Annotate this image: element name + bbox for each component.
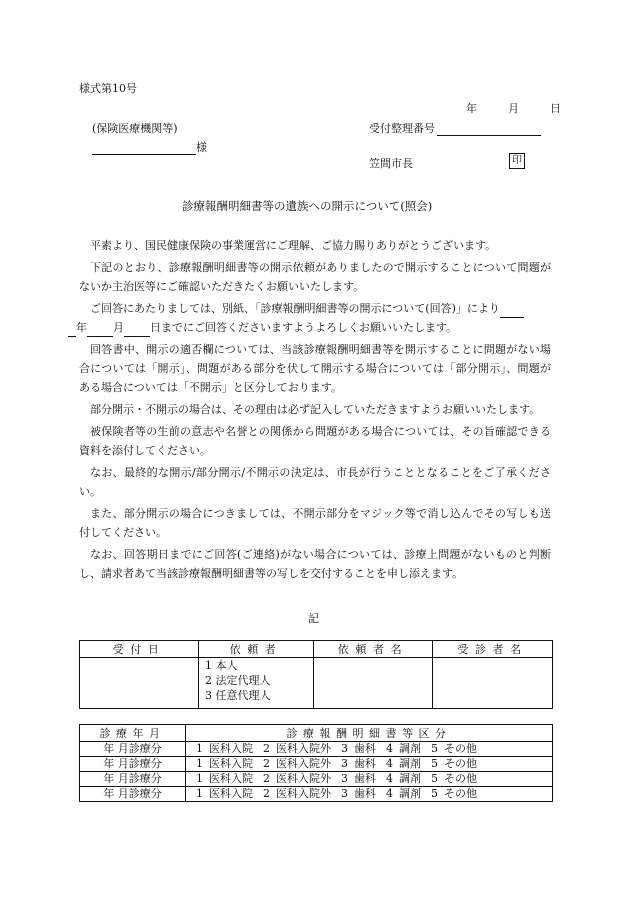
- date-year-label: 年: [466, 102, 477, 115]
- form-number: 様式第10号: [79, 82, 137, 95]
- category-option[interactable]: 4 調剤: [386, 757, 421, 770]
- ki-heading: 記: [308, 612, 319, 625]
- claim-category-options[interactable]: [186, 742, 553, 757]
- category-option[interactable]: 5 その他: [431, 757, 477, 770]
- paragraph-deadline: ご回答にあたりましては、別紙、「診療報酬明細書等の開示について(回答)」により 年 月 日までにご回答くださいますようよろしくお願いいたします。: [79, 299, 551, 337]
- paragraph-greeting: 平素より、国民健康保険の事業運営にご理解、ご協力賜りありがとうございます。: [90, 239, 497, 252]
- requester-option[interactable]: 2 法定代理人: [205, 674, 271, 687]
- addressee: [92, 139, 207, 155]
- category-option[interactable]: 4 調剤: [386, 742, 421, 755]
- date-day-label: 日: [550, 102, 561, 115]
- document-title: 診療報酬明細書等の遺族への開示について(照会): [182, 199, 433, 213]
- header-received-date: 受付日: [80, 641, 199, 658]
- sender-mayor: 笠間市長: [369, 157, 413, 170]
- category-option[interactable]: 2 医科入院外: [263, 772, 331, 785]
- paragraph-request: 下記のとおり、診療報酬明細書等の開示依頼がありましたので開示することについて問題がないか主治医等にご確認いただきたくお願いいたします。: [79, 261, 551, 293]
- deadline-era-field[interactable]: [500, 305, 524, 318]
- claim-table: [79, 724, 553, 802]
- request-table: [79, 640, 553, 709]
- honorific: 様: [196, 141, 207, 154]
- category-option[interactable]: 5 その他: [431, 772, 477, 785]
- category-option[interactable]: 3 歯科: [341, 787, 376, 800]
- seal-mark: 印: [509, 153, 525, 169]
- paragraph-decision: なお、最終的な開示/部分開示/不開示の決定は、市長が行うこととなることをご了承ください。: [79, 466, 551, 498]
- receipt-number: [369, 120, 541, 136]
- deadline-year-label: 年: [76, 321, 87, 334]
- paragraph-classification: 回答書中、開示の適否欄については、当該診療報酬明細書等を開示することに問題がない場合については「開示」、問題がある部分を伏して開示する場合については「部分開示」、問題がある場合については「不開示」と区分しております。: [79, 343, 551, 394]
- header-claim-category: 診療報酬明細書等区分: [186, 725, 553, 742]
- received-date-cell[interactable]: [80, 658, 199, 709]
- institution-label: (保険医療機関等): [92, 122, 178, 135]
- paragraph-evidence: 被保険者等の生前の意志や名誉との関係から問題がある場合については、その旨確認できる資料を添付してください。: [79, 425, 551, 457]
- category-option[interactable]: 3 歯科: [341, 757, 376, 770]
- category-option[interactable]: 5 その他: [431, 742, 477, 755]
- category-option[interactable]: 4 調剤: [386, 787, 421, 800]
- deadline-month-field[interactable]: [87, 324, 113, 337]
- requester-option[interactable]: 3 任意代理人: [205, 689, 271, 702]
- category-option[interactable]: 2 医科入院外: [263, 742, 331, 755]
- treatment-month-cell[interactable]: 年 月診療分: [80, 757, 186, 772]
- receipt-number-field[interactable]: [437, 123, 541, 136]
- paragraph-no-reply: なお、回答期日までにご回答(ご連絡)がない場合については、診療上問題がないものと判断し、請求者あて当該診療報酬明細書等の写しを交付することを申し添えます。: [79, 548, 551, 580]
- deadline-month-label: 月: [113, 321, 124, 334]
- category-option[interactable]: 3 歯科: [341, 742, 376, 755]
- paragraph-redaction: また、部分開示の場合につきましては、不開示部分をマジック等で消し込んでその写しも送付してください。: [79, 507, 551, 539]
- header-patient-name: 受診者名: [433, 641, 553, 658]
- category-option[interactable]: 5 その他: [431, 787, 477, 800]
- category-option[interactable]: 2 医科入院外: [263, 787, 331, 800]
- paragraph-reason: 部分開示・不開示の場合は、その理由は必ず記入していただきますようお願いいたします。: [90, 403, 541, 416]
- date-month-label: 月: [508, 102, 519, 115]
- treatment-month-cell[interactable]: 年 月診療分: [80, 742, 186, 757]
- header-treatment-month: 診療年月: [80, 725, 186, 742]
- category-option[interactable]: 1 医科入院: [196, 757, 253, 770]
- treatment-month-cell[interactable]: 年 月診療分: [80, 772, 186, 787]
- category-option[interactable]: 1 医科入院: [196, 772, 253, 785]
- receipt-number-label: 受付整理番号: [369, 122, 435, 135]
- claim-category-options[interactable]: [186, 787, 553, 802]
- requester-name-cell[interactable]: [314, 658, 433, 709]
- table-row: [80, 757, 553, 772]
- patient-name-cell[interactable]: [433, 658, 553, 709]
- claim-category-options[interactable]: [186, 757, 553, 772]
- table-row: [80, 772, 553, 787]
- header-requester: 依頼者: [199, 641, 314, 658]
- table-row: [80, 787, 553, 802]
- category-option[interactable]: 1 医科入院: [196, 787, 253, 800]
- requester-options[interactable]: [199, 658, 314, 709]
- letter-body: [76, 236, 551, 583]
- table-row: [80, 742, 553, 757]
- date-row: [466, 100, 561, 116]
- category-option[interactable]: 1 医科入院: [196, 742, 253, 755]
- claim-category-options[interactable]: [186, 772, 553, 787]
- addressee-name-field[interactable]: [92, 142, 196, 155]
- category-option[interactable]: 4 調剤: [386, 772, 421, 785]
- category-option[interactable]: 3 歯科: [341, 772, 376, 785]
- deadline-day-field[interactable]: [124, 324, 150, 337]
- category-option[interactable]: 2 医科入院外: [263, 757, 331, 770]
- treatment-month-cell[interactable]: 年 月診療分: [80, 787, 186, 802]
- requester-option[interactable]: 1 本人: [205, 659, 238, 672]
- header-requester-name: 依頼者名: [314, 641, 433, 658]
